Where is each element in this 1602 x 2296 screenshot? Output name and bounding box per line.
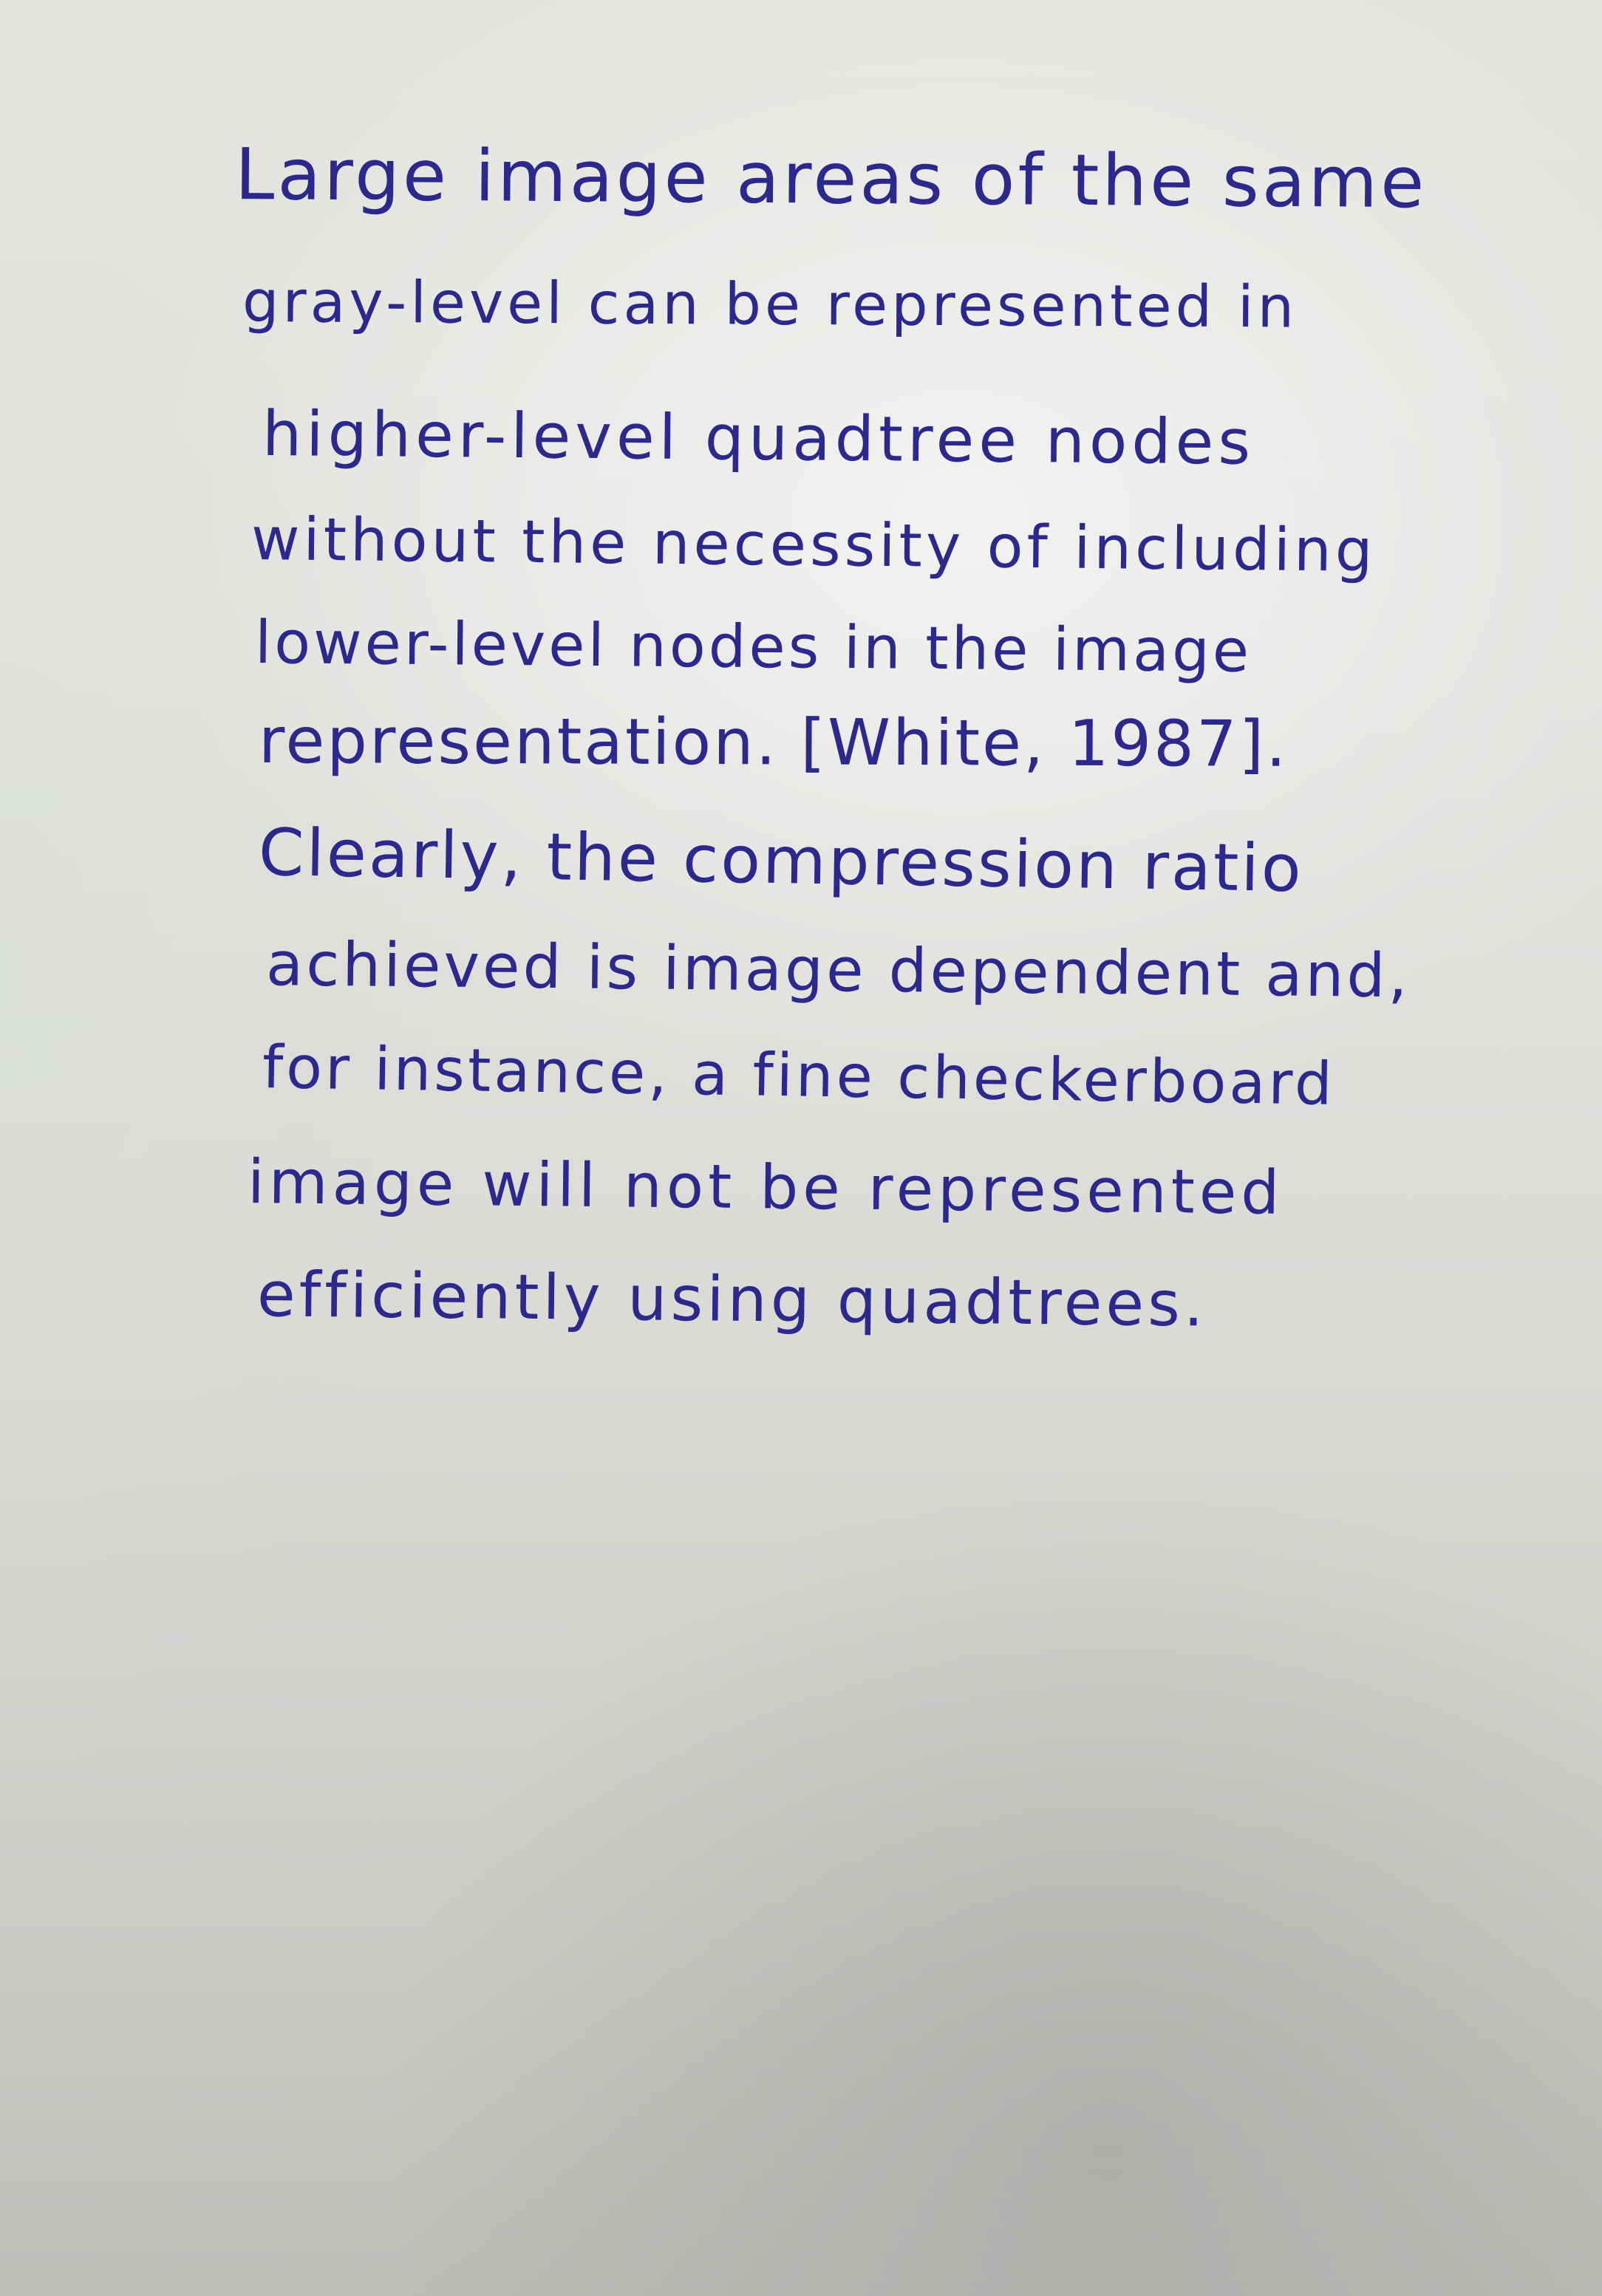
text-line-5: lower-level nodes in the image [254,608,1252,686]
text-line-2: gray-level can be represented in [242,269,1298,341]
text-line-6: representation. [White, 1987]. [258,704,1289,782]
text-line-1: Large image areas of the same [234,133,1428,225]
text-line-10: image will not be represented [247,1147,1284,1229]
text-line-4: without the necessity of including [250,505,1377,585]
text-line-11: efficiently using quadtrees. [256,1258,1208,1341]
text-line-7: Clearly, the compression ratio [258,814,1304,907]
text-line-3: higher-level quadtree nodes [262,397,1255,479]
text-line-9: for instance, a fine checkerboard [262,1033,1336,1118]
text-line-8: achieved is image dependent and, [265,929,1411,1012]
